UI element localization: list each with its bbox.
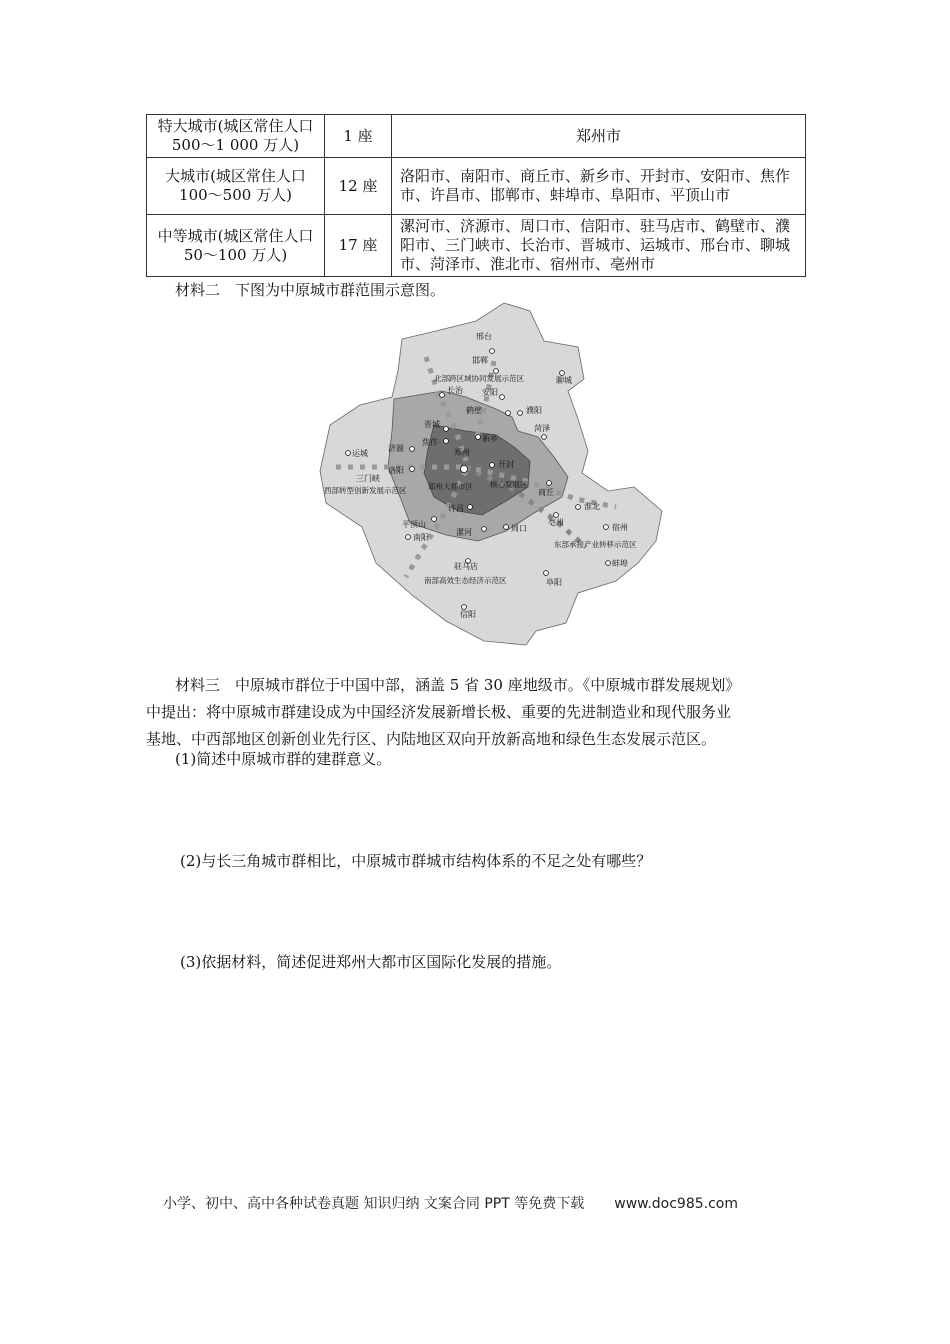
city-count: 12 座 bbox=[325, 158, 392, 215]
city-label: 新乡 bbox=[482, 434, 498, 443]
city-category: 特大城市(城区常住人口 500～1 000 万人) bbox=[147, 115, 325, 158]
city-label: 驻马店 bbox=[454, 562, 478, 571]
city-count: 1 座 bbox=[325, 115, 392, 158]
material-three-line: 中提出：将中原城市群建设成为中国经济发展新增长极、重要的先进制造业和现代服务业 bbox=[146, 703, 732, 721]
city-label: 焦作 bbox=[422, 438, 438, 447]
table-row bbox=[147, 158, 806, 215]
city-label: 蚌埠 bbox=[612, 559, 628, 568]
city-label: 宿州 bbox=[612, 523, 628, 532]
material-three-line: 基地、中西部地区创新创业先行区、内陆地区双向开放新高地和绿色生态发展示范区。 bbox=[146, 730, 717, 748]
city-label: 亳州 bbox=[548, 518, 564, 527]
question-two: (2)与长三角城市群相比，中原城市群城市结构体系的不足之处有哪些？ bbox=[180, 852, 652, 870]
question-three: (3)依据材料，简述促进郑州大都市区国际化发展的措施。 bbox=[180, 953, 562, 971]
city-label: 南阳 bbox=[413, 533, 429, 542]
city-label: 聊城 bbox=[556, 376, 572, 385]
city-label: 郑州 bbox=[454, 448, 470, 457]
material-three-line: 材料三 中原城市群位于中国中部，涵盖 5 省 30 座地级市。《中原城市群发展规划》 bbox=[175, 676, 741, 694]
question-one: (1)简述中原城市群的建群意义。 bbox=[175, 750, 392, 768]
city-category: 大城市(城区常住人口 100～500 万人) bbox=[147, 158, 325, 215]
table-row bbox=[147, 115, 806, 158]
city-label: 平顶山 bbox=[402, 520, 426, 529]
city-list: 郑州市 bbox=[392, 115, 806, 158]
zone-label: 东部承接产业转移示范区 bbox=[554, 540, 637, 549]
city-label: 阜阳 bbox=[546, 578, 562, 587]
city-count: 17 座 bbox=[325, 215, 392, 277]
city-label: 周口 bbox=[511, 524, 527, 533]
zone-label: 西部转型创新发展示范区 bbox=[324, 486, 407, 495]
city-label: 邢台 bbox=[476, 332, 492, 341]
zone-label: 核心发展区 bbox=[490, 480, 528, 489]
zone-label: 北部跨区域协同发展示范区 bbox=[434, 374, 524, 383]
footer-text: 小学、初中、高中各种试卷真题 知识归纳 文案合同 PPT 等免费下载 bbox=[163, 1196, 585, 1212]
city-label: 运城 bbox=[352, 449, 368, 458]
city-label: 安阳 bbox=[482, 388, 498, 397]
footer-link[interactable]: www.doc985.com bbox=[614, 1196, 738, 1212]
city-label: 商丘 bbox=[538, 488, 554, 497]
city-category: 中等城市(城区常住人口 50～100 万人) bbox=[147, 215, 325, 277]
city-list: 洛阳市、南阳市、商丘市、新乡市、开封市、安阳市、焦作市、许昌市、邯郸市、蚌埠市、阜阳市、平顶山市 bbox=[392, 158, 806, 215]
material-two-caption: 材料二 下图为中原城市群范围示意图。 bbox=[175, 281, 446, 299]
city-label: 洛阳 bbox=[388, 466, 404, 475]
city-label: 漯河 bbox=[456, 528, 472, 537]
city-list: 漯河市、济源市、周口市、信阳市、驻马店市、鹤壁市、濮阳市、三门峡市、长治市、晋城市、运城市、邢台市、聊城市、菏泽市、淮北市、宿州市、亳州市 bbox=[392, 215, 806, 277]
city-label: 淮北 bbox=[584, 502, 600, 511]
zone-label: 南部高效生态经济示范区 bbox=[424, 576, 507, 585]
table-row bbox=[147, 215, 806, 277]
city-label: 信阳 bbox=[460, 610, 476, 619]
city-label: 邯郸 bbox=[472, 356, 488, 365]
city-label: 三门峡 bbox=[356, 474, 380, 483]
city-label: 开封 bbox=[498, 460, 514, 469]
central-plains-city-cluster-map bbox=[316, 301, 666, 651]
city-label: 济源 bbox=[388, 444, 404, 453]
city-size-table bbox=[146, 114, 806, 277]
material-three-paragraph bbox=[146, 672, 811, 753]
page-footer bbox=[163, 1193, 738, 1213]
city-label: 晋城 bbox=[424, 420, 440, 429]
city-label: 许昌 bbox=[448, 504, 464, 513]
city-label: 长治 bbox=[447, 386, 463, 395]
city-label: 鹤壁 bbox=[466, 406, 482, 415]
city-label: 菏泽 bbox=[534, 424, 550, 433]
zone-label: 郑州大都市区 bbox=[428, 482, 473, 491]
city-label: 濮阳 bbox=[526, 406, 542, 415]
